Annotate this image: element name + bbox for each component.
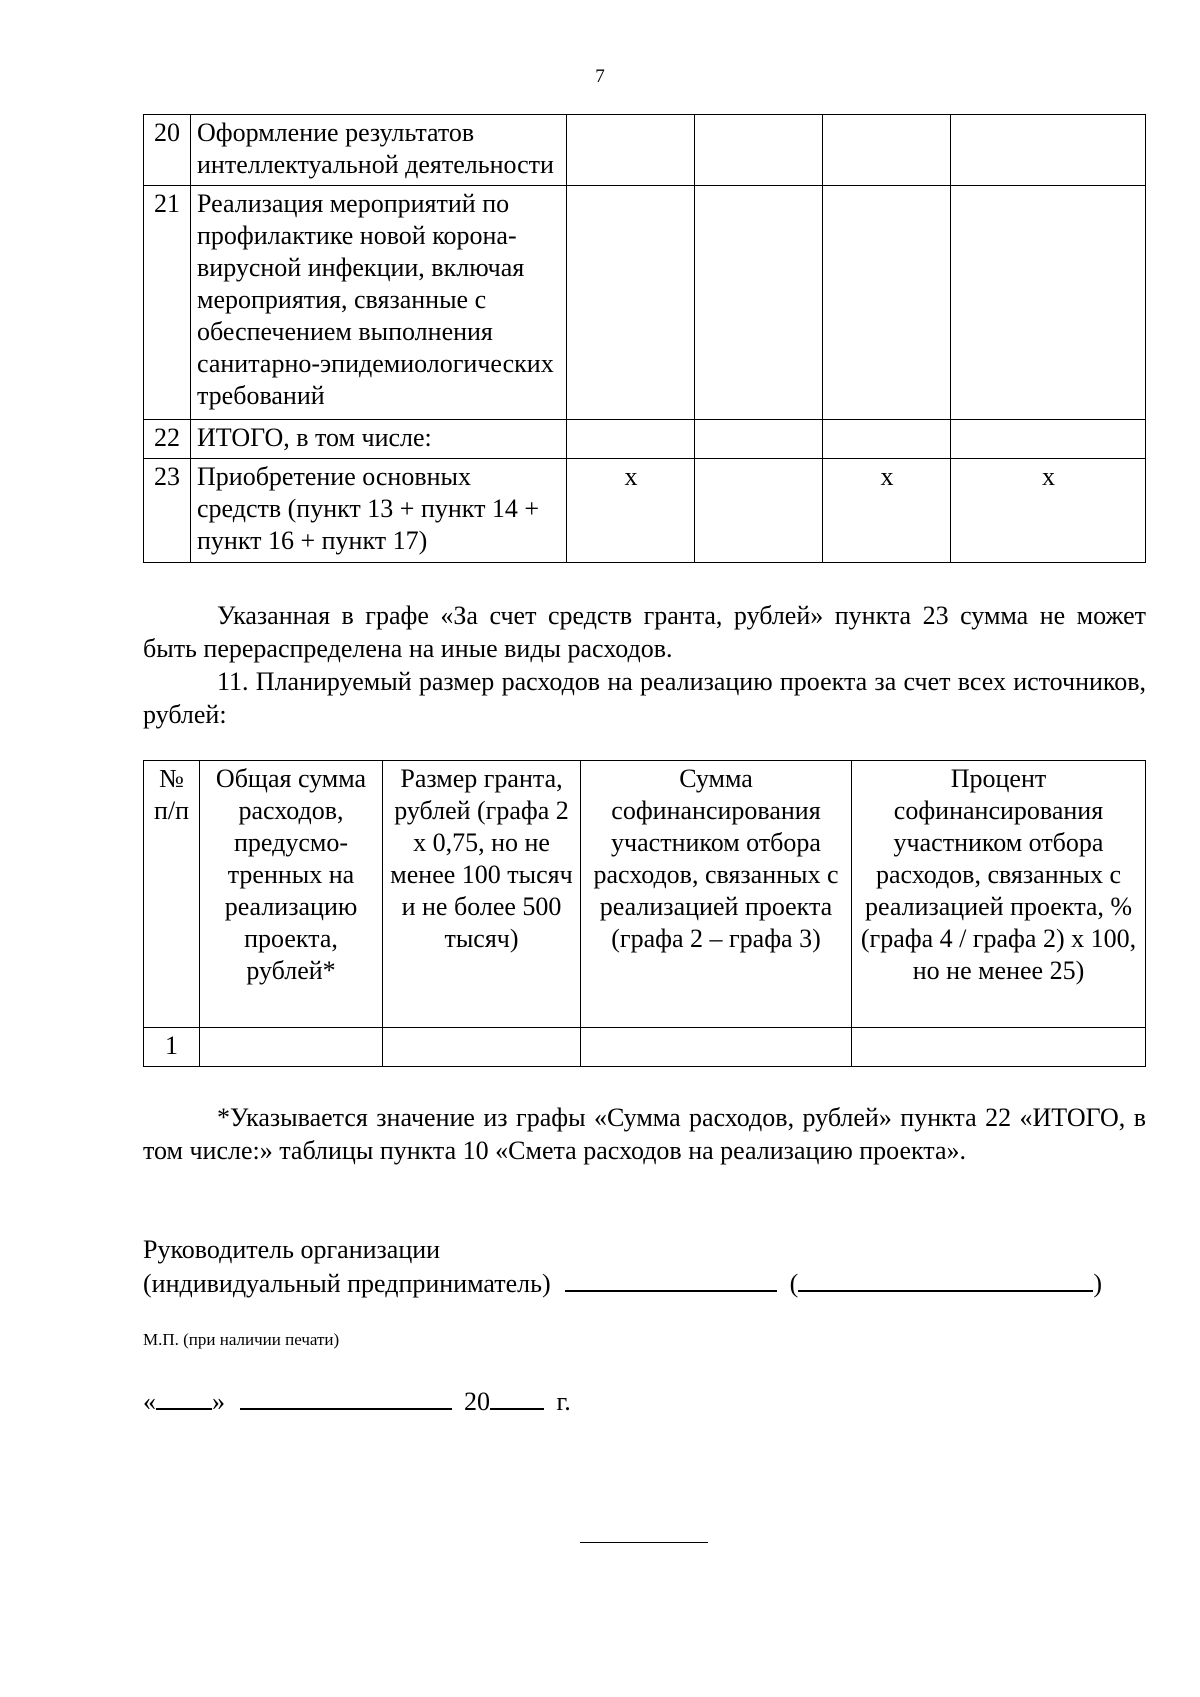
row-number: 1	[144, 1028, 200, 1067]
month-blank	[240, 1384, 452, 1410]
header-number: № п/п	[144, 761, 200, 1028]
row-cell	[951, 115, 1146, 186]
section-11-paragraph: 11. Планируемый размер расходов на реализацию проекта за счет всех источников, рублей:	[143, 667, 1146, 729]
name-blank	[798, 1266, 1093, 1292]
paren-open: (	[789, 1269, 799, 1298]
row-cell	[695, 420, 823, 459]
grant-note-paragraph: Указанная в графе «За счет средств гранта, рублей» пункта 23 сумма не может быть перераспределена на иные виды расходов.	[143, 601, 1146, 663]
signature-blank	[565, 1266, 777, 1292]
signature-line	[143, 1266, 1102, 1300]
paren-close: )	[1093, 1269, 1102, 1298]
row-cell: х	[951, 459, 1146, 563]
day-blank	[156, 1384, 212, 1410]
table-row	[144, 186, 1146, 420]
row-cell	[581, 1028, 852, 1067]
row-cell	[695, 459, 823, 563]
row-cell	[951, 186, 1146, 420]
page-number: 7	[595, 66, 605, 87]
row-cell	[200, 1028, 383, 1067]
row-cell	[852, 1028, 1146, 1067]
row-number: 22	[144, 420, 191, 459]
table-header-row	[144, 761, 1146, 1028]
header-cofinancing-sum: Сумма софинансирования участником отбора расходов, связанных с реализацией проекта (графа 2 – графа 3)	[581, 761, 852, 1028]
quote-close: »	[212, 1387, 225, 1416]
footnote: *Указывается значение из графы «Сумма расходов, рублей» пункта 22 «ИТОГО, в том числе:» таблицы пункта 10 «Смета расходов на реализацию проекта».	[143, 1103, 1146, 1165]
row-number: 21	[144, 186, 191, 420]
row-name: ИТОГО, в том числе:	[191, 420, 567, 459]
row-cell: х	[567, 459, 695, 563]
year-blank	[490, 1384, 544, 1410]
row-name: Оформление результатов интеллектуальной деятельности	[191, 115, 567, 186]
row-cell	[695, 115, 823, 186]
row-number: 20	[144, 115, 191, 186]
row-cell	[823, 420, 951, 459]
planned-expenses-table	[143, 760, 1146, 1067]
row-cell	[567, 420, 695, 459]
header-cofinancing-percent: Процент софинансирования участником отбора расходов, связанных с реализацией проекта, % (графа 4 / графа 2) х 100, но не менее 25)	[852, 761, 1146, 1028]
row-name: Приобретение основных средств (пункт 13 + пункт 14 + пункт 16 + пункт 17)	[191, 459, 567, 563]
row-cell	[823, 186, 951, 420]
table-row	[144, 115, 1146, 186]
row-cell	[951, 420, 1146, 459]
row-number: 23	[144, 459, 191, 563]
table-row	[144, 1028, 1146, 1067]
row-name: Реализация мероприятий по профилактике новой корона-вирусной инфекции, включая мероприятия, связанные с обеспечением выполнения санитарно-эпидемиологических требований	[191, 186, 567, 420]
header-grant: Размер гранта, рублей (графа 2 х 0,75, но не менее 100 тысяч и не более 500 тысяч)	[383, 761, 581, 1028]
table-row	[144, 459, 1146, 563]
table-row	[144, 420, 1146, 459]
year-prefix: 20	[464, 1387, 490, 1416]
year-suffix: г.	[556, 1387, 571, 1416]
header-total: Общая сумма расходов, предусмо-тренных на реализацию проекта, рублей*	[200, 761, 383, 1028]
end-separator	[580, 1542, 708, 1543]
row-cell	[823, 115, 951, 186]
row-cell	[567, 115, 695, 186]
row-cell: х	[823, 459, 951, 563]
row-cell	[695, 186, 823, 420]
expenses-table-continued	[143, 114, 1146, 563]
signature-title: Руководитель организации	[143, 1235, 441, 1264]
date-line	[143, 1384, 571, 1418]
row-cell	[567, 186, 695, 420]
row-cell	[383, 1028, 581, 1067]
quote-open: «	[143, 1387, 156, 1416]
signature-role: (индивидуальный предприниматель)	[143, 1269, 551, 1298]
stamp-note: М.П. (при наличии печати)	[143, 1330, 340, 1349]
